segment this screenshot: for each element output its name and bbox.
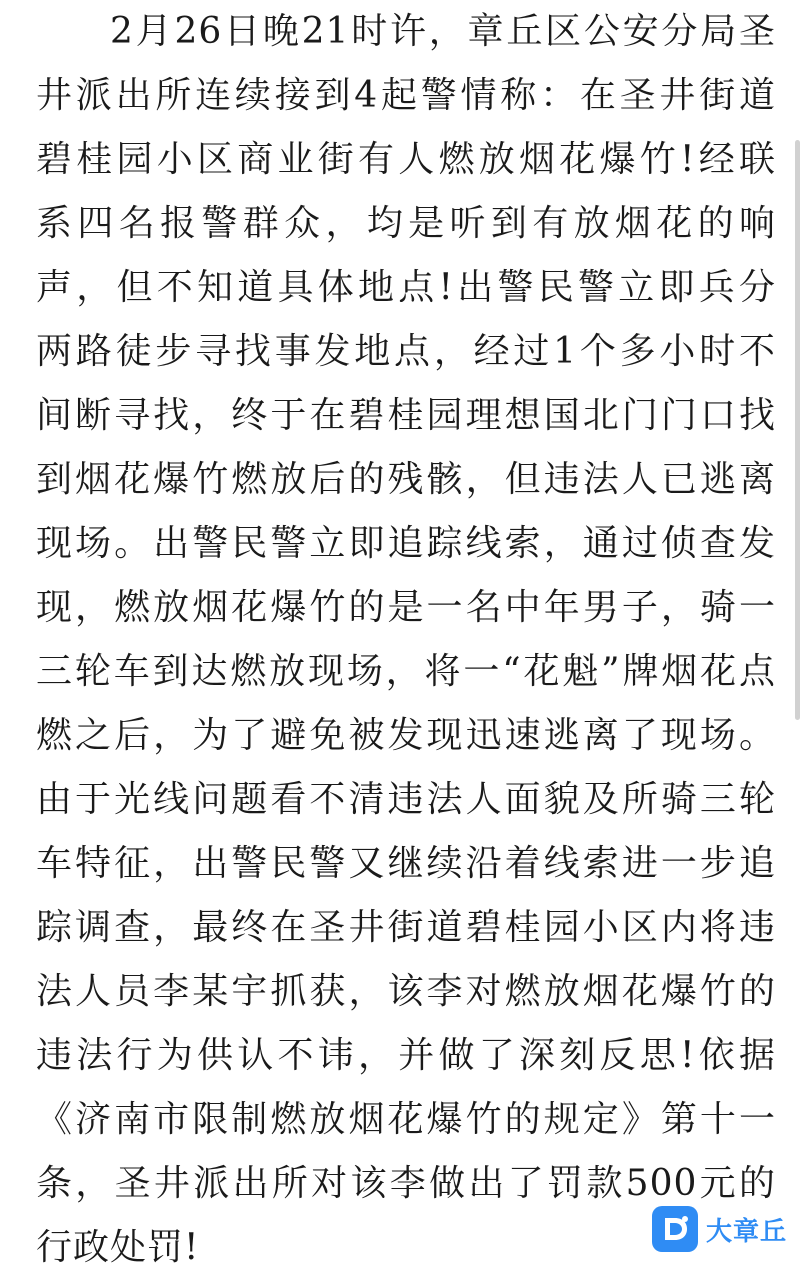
watermark-text: 大章丘 [706,1216,788,1247]
article-line-10: 现，燃放烟花爆竹的是一名中年男子，骑一 [36,587,776,628]
article-line-16: 法人员李某宇抓获，该李对燃放烟花爆竹的 [36,971,776,1012]
article-line-2: 井派出所连续接到4起警情称：在圣井街道 [36,75,776,116]
scrollbar[interactable] [795,140,800,720]
article-line-8: 到烟花爆竹燃放后的残骸，但违法人已逃离 [36,459,776,500]
article-line-17: 违法行为供认不讳，并做了深刻反思!依据 [36,1035,776,1076]
article-line-19: 条，圣井派出所对该李做出了罚款500元的 [36,1163,776,1204]
article-line-15: 踪调查，最终在圣井街道碧桂园小区内将违 [36,907,776,948]
d-logo-icon [652,1206,698,1252]
article-line-7: 间断寻找，终于在碧桂园理想国北门门口找 [36,395,776,436]
article-line-14: 车特征，出警民警又继续沿着线索进一步追 [36,843,776,884]
article-body [36,0,776,1280]
article-line-5: 声，但不知道具体地点!出警民警立即兵分 [36,267,776,308]
article-line-1: 2月26日晚21时许，章丘区公安分局圣 [110,11,776,52]
article-line-13: 由于光线问题看不清违法人面貌及所骑三轮 [36,779,776,820]
article-line-12: 燃之后，为了避免被发现迅速逃离了现场。 [36,715,776,756]
watermark [652,1204,802,1254]
article-line-4: 系四名报警群众，均是听到有放烟花的响 [36,203,776,244]
article-line-11: 三轮车到达燃放现场，将一“花魁”牌烟花点 [36,651,776,692]
article-line-6: 两路徒步寻找事发地点，经过1个多小时不 [36,331,776,372]
article-line-18: 《济南市限制燃放烟花爆竹的规定》第十一 [36,1099,776,1140]
article-line-9: 现场。出警民警立即追踪线索，通过侦查发 [36,523,776,564]
article-line-3: 碧桂园小区商业街有人燃放烟花爆竹!经联 [36,139,776,180]
article-line-20: 行政处罚! [36,1227,200,1268]
